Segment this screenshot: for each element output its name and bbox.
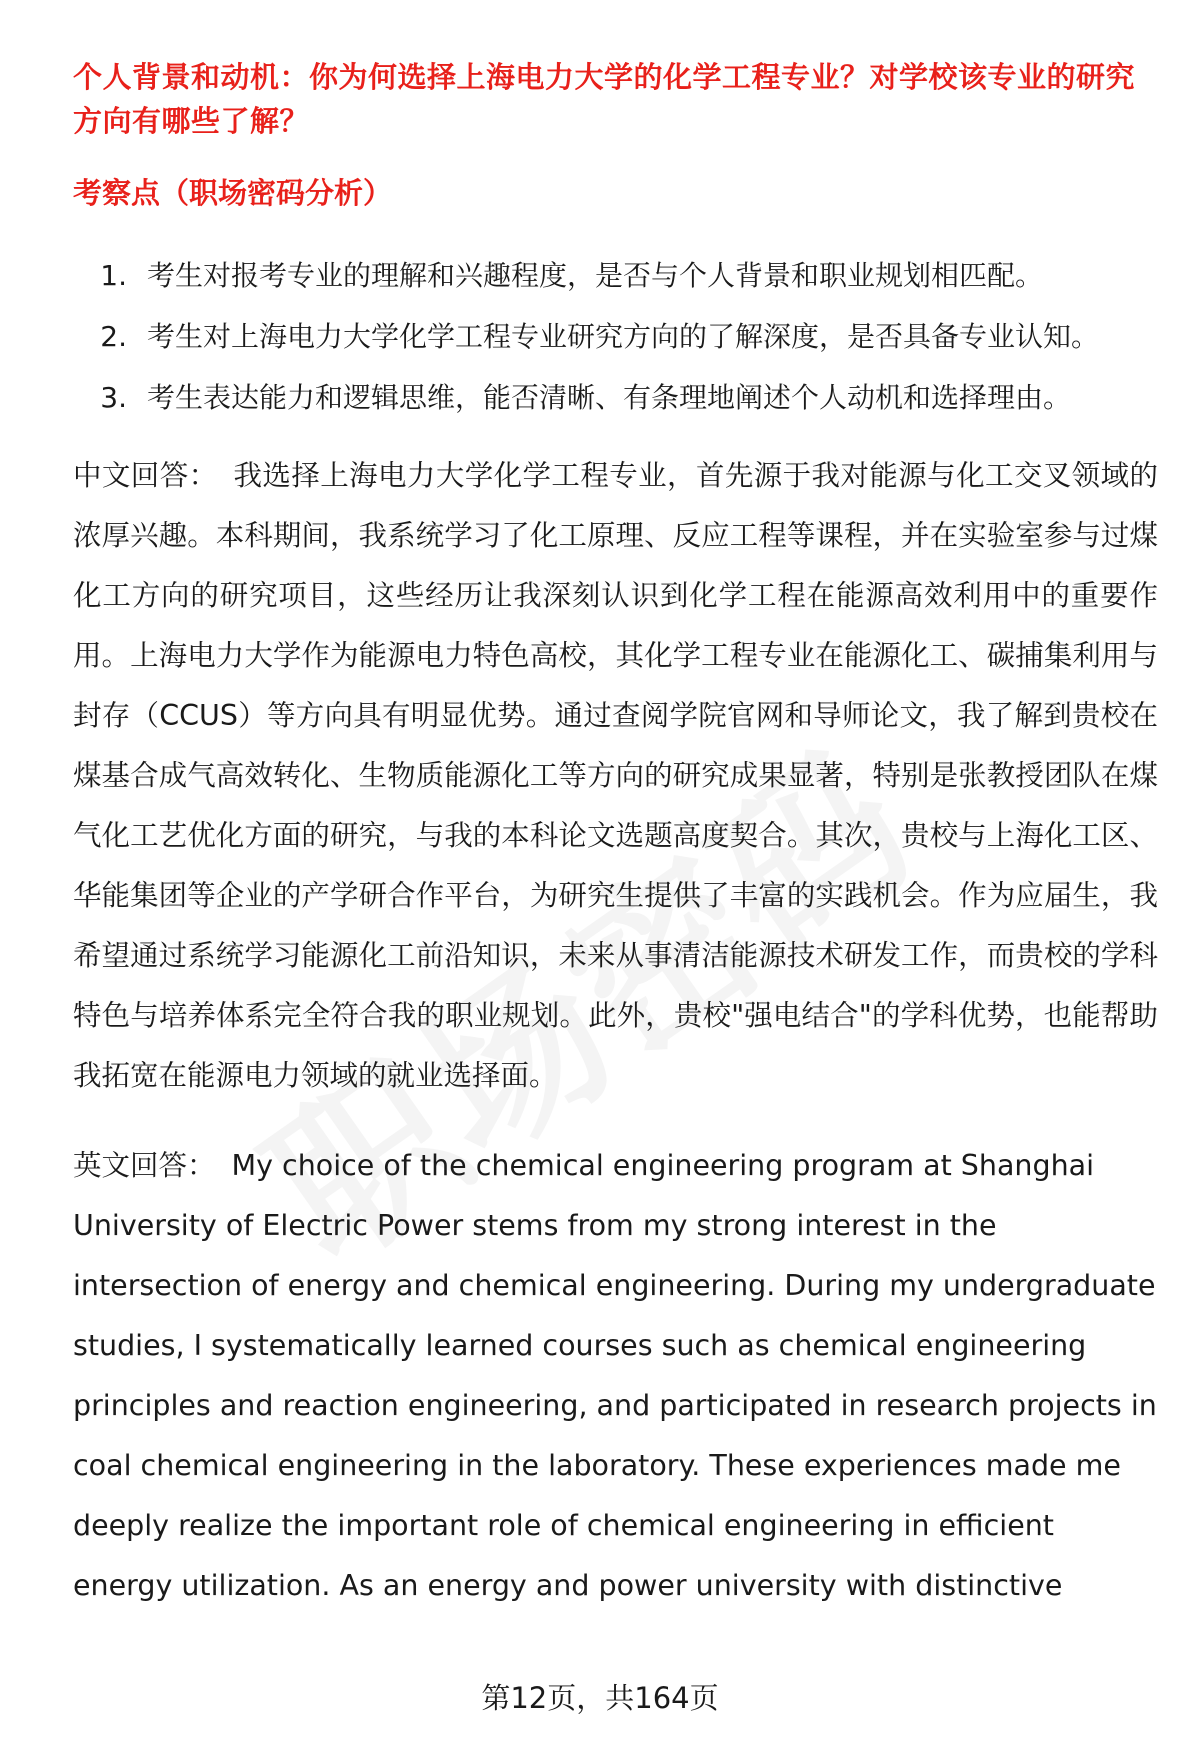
list-item-number: 3. <box>100 381 127 414</box>
english-answer-text: My choice of the chemical engineering program at Shanghai University of Electric Power stems from my strong interest in the intersection of energy and chemical engineering. During my undergraduate studies, I systematically learned courses such as chemical engineering principles and reaction engineering, and participated in research projects in coal chemical engineering in the laboratory. These experiences made me deeply realize the important role of chemical engineering in efficient energy utilization. As an energy and power university with distinctive <box>73 1149 1157 1602</box>
list-item <box>73 306 1158 367</box>
list-item-text: 考生对报考专业的理解和兴趣程度，是否与个人背景和职业规划相匹配。 <box>147 259 1044 292</box>
question-title: 个人背景和动机：你为何选择上海电力大学的化学工程专业？对学校该专业的研究方向有哪些了解？ <box>73 60 1136 138</box>
english-answer <box>73 1136 1158 1616</box>
english-answer-label: 英文回答： <box>73 1149 216 1182</box>
assessment-heading: 考察点（职场密码分析） <box>73 176 393 210</box>
assessment-points-list <box>73 245 1158 428</box>
list-item <box>73 367 1158 428</box>
chinese-answer-text: 我选择上海电力大学化学工程专业，首先源于我对能源与化工交叉领域的浓厚兴趣。本科期间，我系统学习了化工原理、反应工程等课程，并在实验室参与过煤化工方向的研究项目，这些经历让我深刻认识到化学工程在能源高效利用中的重要作用。上海电力大学作为能源电力特色高校，其化学工程专业在能源化工、碳捕集利用与封存（CCUS）等方向具有明显优势。通过查阅学院官网和导师论文，我了解到贵校在煤基合成气高效转化、生物质能源化工等方向的研究成果显著，特别是张教授团队在煤气化工艺优化方面的研究，与我的本科论文选题高度契合。其次，贵校与上海化工区、华能集团等企业的产学研合作平台，为研究生提供了丰富的实践机会。作为应届生，我希望通过系统学习能源化工前沿知识，未来从事清洁能源技术研发工作，而贵校的学科特色与培养体系完全符合我的职业规划。此外，贵校"强电结合"的学科优势，也能帮助我拓宽在能源电力领域的就业选择面。 <box>73 459 1158 1092</box>
list-item-number: 1. <box>100 259 127 292</box>
chinese-answer-label: 中文回答： <box>73 459 218 492</box>
list-item-number: 2. <box>100 320 127 353</box>
list-item-text: 考生对上海电力大学化学工程专业研究方向的了解深度，是否具备专业认知。 <box>147 320 1100 353</box>
list-item <box>73 245 1158 306</box>
chinese-answer <box>73 446 1158 1106</box>
page-footer: 第12页，共164页 <box>481 1681 719 1715</box>
list-item-text: 考生表达能力和逻辑思维，能否清晰、有条理地阐述个人动机和选择理由。 <box>147 381 1072 414</box>
document-page <box>73 55 1158 1616</box>
